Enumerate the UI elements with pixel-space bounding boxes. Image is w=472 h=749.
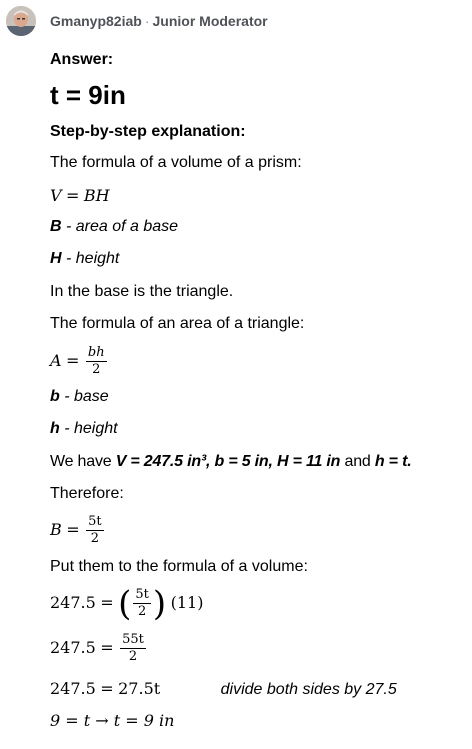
prism-formula: [50, 186, 110, 207]
answer-header: [0, 0, 472, 46]
B-description: - area of a base: [61, 218, 179, 235]
equation-2: [50, 630, 148, 667]
b-definition: [50, 387, 109, 407]
eq2-eq: =: [100, 638, 114, 657]
prism-formula-lhs: V: [50, 186, 62, 205]
explanation-label: Step-by-step explanation:: [50, 123, 246, 140]
B-fraction: [86, 514, 104, 547]
base-triangle-text: In the base is the triangle.: [50, 283, 234, 300]
H-description: - height: [61, 250, 120, 267]
user-info: [50, 13, 268, 29]
put-them-text: Put them to the formula of a volume:: [50, 558, 308, 575]
eq2-fraction: [120, 632, 146, 665]
eq3-rhs: 27.5t: [118, 679, 161, 698]
b-description: - base: [59, 388, 109, 405]
answer-value: t = 9in: [50, 80, 126, 110]
triangle-formula-eq: =: [66, 351, 80, 370]
eq1-fraction: [133, 587, 151, 620]
H-definition: [50, 249, 119, 269]
eq1-factor: (11): [170, 593, 204, 612]
prism-formula-intro: The formula of a volume of a prism:: [50, 154, 302, 171]
we-have-and: and: [340, 453, 375, 470]
answer-label: Answer:: [50, 51, 114, 68]
triangle-fraction-numerator: bh: [87, 345, 105, 361]
B-formula-lhs: B: [50, 520, 62, 539]
eq2-fraction-denominator: 2: [128, 649, 138, 665]
eq1-fraction-numerator: 5t: [135, 587, 149, 603]
triangle-formula-intro: The formula of an area of a triangle:: [50, 315, 305, 332]
eq1-lhs: 247.5: [50, 593, 96, 612]
eq3-eq: =: [100, 679, 114, 698]
B-formula: [50, 512, 106, 549]
h-symbol: h: [50, 420, 60, 437]
eq2-fraction-numerator: 55t: [122, 632, 144, 648]
prism-formula-rhs: BH: [83, 186, 110, 205]
triangle-fraction-denominator: 2: [92, 362, 101, 378]
eq3-note: divide both sides by 27.5: [220, 681, 397, 698]
equation-3: [50, 679, 397, 700]
triangle-fraction: [86, 345, 107, 378]
B-symbol: B: [50, 218, 62, 235]
eq1-paren-right: ): [152, 583, 167, 624]
h-definition: [50, 419, 118, 439]
separator-dot: ·: [144, 13, 150, 29]
h-description: - height: [59, 420, 118, 437]
therefore-text: Therefore:: [50, 485, 124, 502]
H-symbol: H: [50, 250, 62, 267]
eq1-paren-left: (: [118, 583, 132, 624]
eq3-lhs: 247.5: [50, 679, 96, 698]
prism-formula-eq: =: [66, 186, 80, 205]
triangle-formula: [50, 343, 109, 380]
B-formula-eq: =: [66, 520, 80, 539]
eq1-fraction-denominator: 2: [138, 604, 147, 620]
equation-1: [50, 583, 203, 624]
B-fraction-denominator: 2: [90, 531, 99, 547]
eq2-lhs: 247.5: [50, 638, 96, 657]
eq1-eq: =: [100, 593, 114, 612]
B-definition: [50, 217, 178, 237]
we-have-t: h = t.: [374, 453, 412, 470]
triangle-formula-lhs: A: [50, 351, 62, 370]
we-have-values: V = 247.5 in³, b = 5 in, H = 11 in: [115, 453, 341, 470]
we-have-line: [50, 452, 411, 472]
B-fraction-numerator: 5t: [88, 514, 102, 530]
b-symbol: b: [50, 388, 60, 405]
we-have-prefix: We have: [50, 453, 116, 470]
username-link[interactable]: Gmanyp82iab: [50, 13, 142, 29]
avatar[interactable]: [6, 6, 36, 36]
equation-4: 9 = t → t = 9 in: [50, 711, 175, 730]
user-role: Junior Moderator: [152, 13, 268, 29]
